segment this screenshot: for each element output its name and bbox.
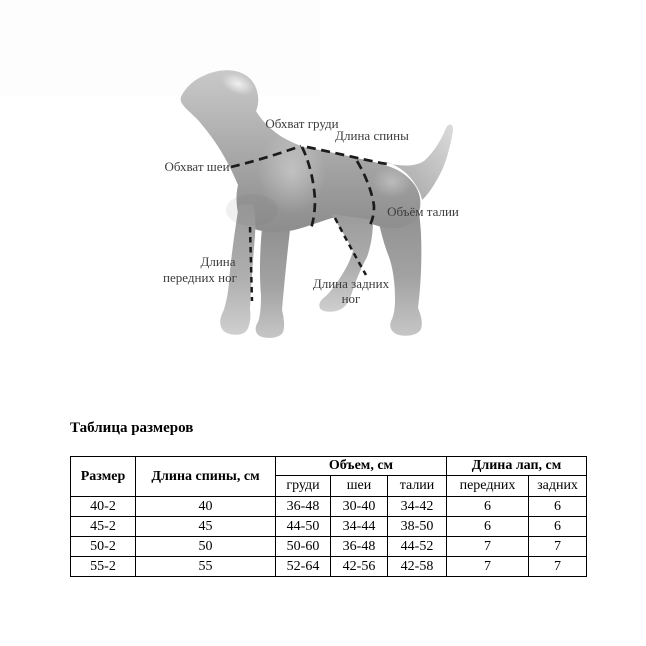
table-row (71, 557, 587, 577)
waist-girth-label: Объём талии (387, 204, 459, 219)
cell-chest: 44-50 (276, 517, 331, 537)
cell-front-legs: 7 (447, 537, 529, 557)
cell-size: 40-2 (71, 497, 136, 517)
cell-hind-legs: 6 (529, 497, 587, 517)
cell-neck: 34-44 (331, 517, 388, 537)
cell-hind-legs: 7 (529, 537, 587, 557)
cell-back: 45 (136, 517, 276, 537)
hind-legs-label-line1: Длина задних (312, 276, 390, 291)
cell-size: 55-2 (71, 557, 136, 577)
cell-waist: 38-50 (388, 517, 447, 537)
cell-chest: 52-64 (276, 557, 331, 577)
front-legs-label-line1: Длина (200, 254, 236, 269)
cell-front-legs: 6 (447, 497, 529, 517)
cell-waist: 44-52 (388, 537, 447, 557)
chest-girth-label: Обхват груди (265, 116, 339, 131)
col-header-size: Размер (71, 457, 136, 497)
cell-back: 50 (136, 537, 276, 557)
col-group-volume: Объем, см (276, 457, 447, 476)
cell-neck: 36-48 (331, 537, 388, 557)
cell-neck: 30-40 (331, 497, 388, 517)
col-header-legs-hind: задних (529, 476, 587, 497)
size-table-title: Таблица размеров (70, 420, 194, 436)
cell-back: 40 (136, 497, 276, 517)
cell-front-legs: 7 (447, 557, 529, 577)
cell-back: 55 (136, 557, 276, 577)
cell-size: 50-2 (71, 537, 136, 557)
size-table (70, 456, 587, 577)
cell-waist: 42-58 (388, 557, 447, 577)
cell-neck: 42-56 (331, 557, 388, 577)
cell-chest: 36-48 (276, 497, 331, 517)
col-header-back-length: Длина спины, см (136, 457, 276, 497)
cell-chest: 50-60 (276, 537, 331, 557)
hind-legs-label-line2: ног (341, 291, 361, 306)
col-header-volume-neck: шеи (331, 476, 388, 497)
col-header-volume-chest: груди (276, 476, 331, 497)
col-header-legs-front: передних (447, 476, 529, 497)
cell-size: 45-2 (71, 517, 136, 537)
cell-front-legs: 6 (447, 517, 529, 537)
cell-waist: 34-42 (388, 497, 447, 517)
cell-hind-legs: 6 (529, 517, 587, 537)
cell-hind-legs: 7 (529, 557, 587, 577)
front-legs-label-line2: передних ног (163, 270, 237, 285)
back-length-label: Длина спины (335, 128, 409, 143)
table-row (71, 537, 587, 557)
rump-highlight (372, 166, 412, 198)
table-row (71, 497, 587, 517)
table-row (71, 517, 587, 537)
neck-girth-label: Обхват шеи (164, 159, 230, 174)
col-group-legs: Длина лап, см (447, 457, 587, 476)
col-header-volume-waist: талии (388, 476, 447, 497)
chest-shading (226, 194, 278, 226)
